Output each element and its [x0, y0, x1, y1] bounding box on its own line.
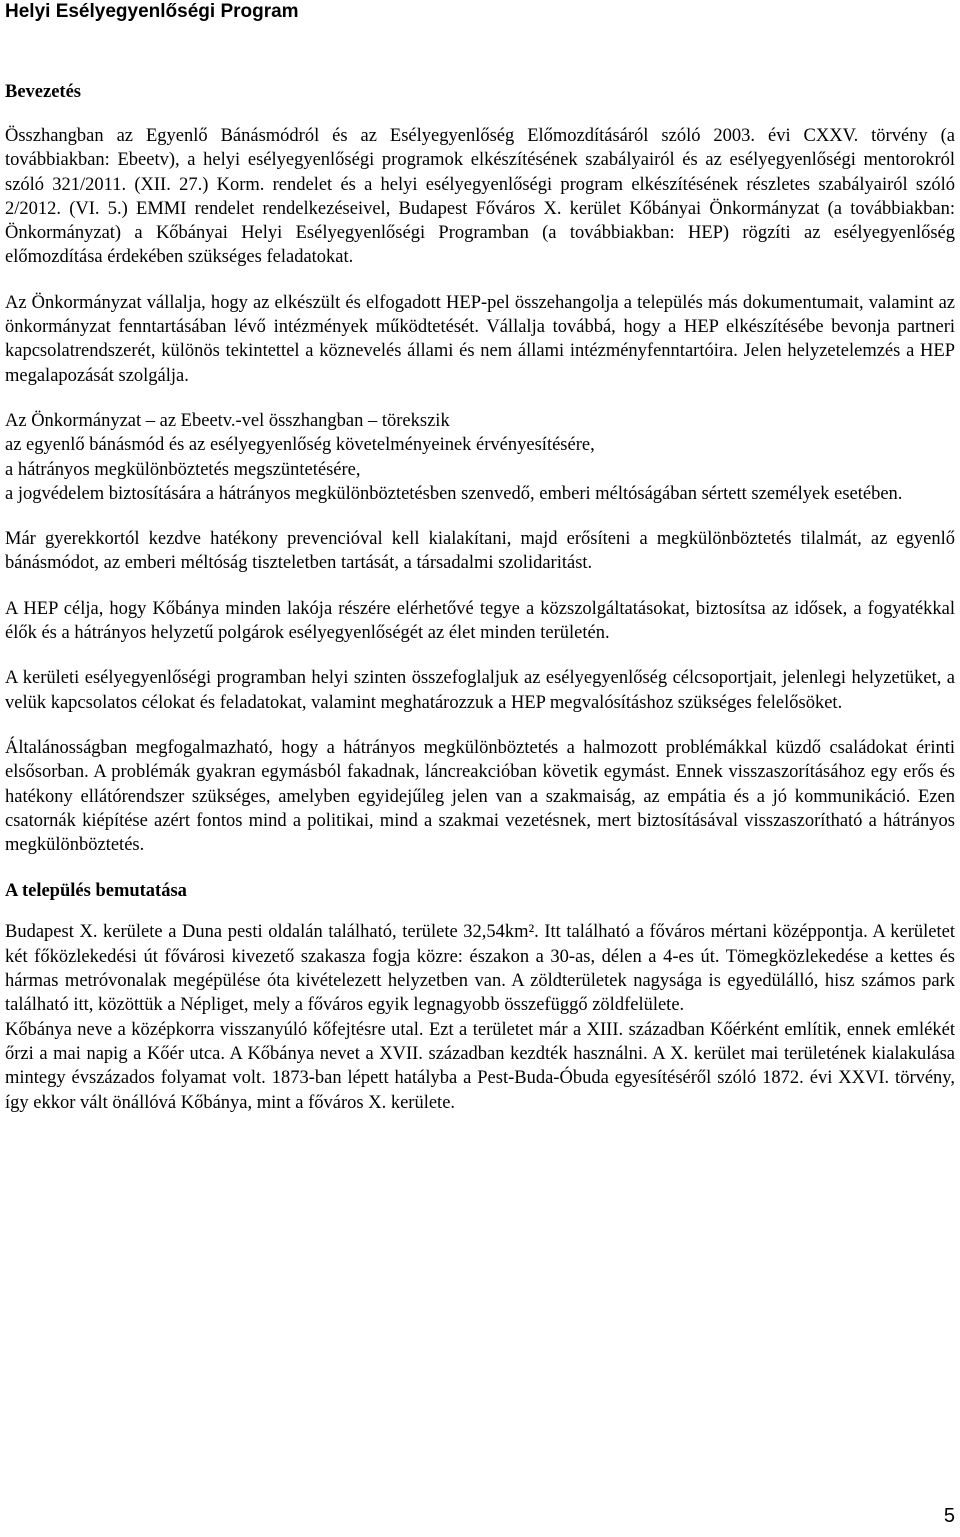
- document-page: [5, 0, 955, 1115]
- intro-paragraph-prevention: Már gyerekkortól kezdve hatékony prevencióval kell kialakítani, majd erősíteni a megkülönböztetés tilalmát, az egyenlő bánásmódot, az emberi méltóság tiszteletben tartását, a társadalmi szolidaritást.: [5, 529, 955, 574]
- intro-paragraph-disadvantage: Általánosságban megfogalmazható, hogy a hátrányos megkülönböztetés a halmozott problémákkal küzdő családokat érinti elsősorban. A problémák gyakran egymásból fakadnak, láncreakcióban követik egymást. Ennek visszaszorításához egy erős és hatékony ellátórendszer szükséges, amelyben egyidejűleg jelen van a szakmaiság, az empátia és a jó kommunikáció. Ezen csatornák kiépítése azért fontos mind a politikai, mind a szakmai vezetésnek, mert biztosításával visszaszorítható a hátrányos megkülönböztetés.: [5, 737, 955, 856]
- section-heading-introduction: Bevezetés: [5, 82, 82, 102]
- commitment-line: a hátrányos megkülönböztetés megszüntetésére,: [5, 459, 361, 480]
- settlement-paragraph-history: Kőbánya neve a középkorra visszanyúló kőfejtésre utal. Ezt a területet már a XIII. században Kőérként említik, ennek emlékét őrzi a mai napig a Kőér utca. A Kőbánya nevet a XVII. században kezdték használni. A X. kerület mai területének kialakulása mintegy évszázados folyamat volt. 1873-ban lépett hatályba a Pest-Buda-Óbuda egyesítéséről szóló 1872. évi XXVI. törvény, így ekkor vált önállóvá Kőbánya, mint a főváros X. kerülete.: [5, 1019, 955, 1113]
- commitment-line: az egyenlő bánásmód és az esélyegyenlőség követelményeinek érvényesítésére,: [5, 435, 595, 456]
- commitment-line: a jogvédelem biztosítására a hátrányos megkülönböztetésben szenvedő, emberi méltóságában sértett személyek esetében.: [5, 483, 903, 504]
- intro-paragraph-target-groups: A kerületi esélyegyenlőségi programban helyi szinten összefoglaljuk az esélyegyenlőség célcsoportjait, jelenlegi helyzetüket, a velük kapcsolatos célokat és feladatokat, valamint meghatározzuk a HEP megvalósításhoz szükséges felelősöket.: [5, 668, 955, 713]
- page-number: 5: [943, 1505, 955, 1527]
- intro-commitment-list: [5, 409, 955, 506]
- commitment-line: Az Önkormányzat – az Ebeetv.-vel összhangban – törekszik: [5, 410, 450, 431]
- intro-paragraph-hep-goal: A HEP célja, hogy Kőbánya minden lakója részére elérhetővé tegye a közszolgáltatásokat, biztosítsa az idősek, a fogyatékkal élők és a hátrányos helyzetű polgárok esélyegyenlőségét az élet minden területén.: [5, 598, 955, 644]
- intro-paragraph-commitment: Az Önkormányzat vállalja, hogy az elkészült és elfogadott HEP-pel összehangolja a település más dokumentumait, valamint az önkormányzat fenntartásában lévő intézmények működtetését. Vállalja továbbá, hogy a HEP elkészítésébe bevonja partneri kapcsolatrendszerét, különös tekintettel a köznevelés állami és nem állami intézményfenntartóira. Jelen helyzetelemzés a HEP megalapozását szolgálja.: [5, 292, 955, 386]
- intro-paragraph-legal-basis: Összhangban az Egyenlő Bánásmódról és az Esélyegyenlőség Előmozdításáról szóló 2003. évi CXXV. törvény (a továbbiakban: Ebeetv), a helyi esélyegyenlőségi programok elkészítésének szabályairól és az esélyegyenlőségi mentorokról szóló 321/2011. (XII. 27.) Korm. rendelet és a helyi esélyegyenlőségi program elkészítésének részletes szabályairól szóló 2/2012. (VI. 5.) EMMI rendelet rendelkezéseivel, Budapest Főváros X. kerület Kőbányai Önkormányzat (a továbbiakban: Önkormányzat) a Kőbányai Helyi Esélyegyenlőségi Programban (a továbbiakban: HEP) rögzíti az esélyegyenlőség előmozdítása érdekében szükséges feladatokat.: [5, 126, 955, 268]
- section-heading-settlement: A település bemutatása: [5, 881, 187, 902]
- settlement-paragraph-geography: Budapest X. kerülete a Duna pesti oldalán található, területe 32,54km². Itt található a főváros mértani középpontja. A kerületet két főközlekedési út fővárosi kivezető szakasza fogja közre: északon a 30-as, délen a 4-es út. Tömegközlekedése a kettes és hármas metróvonalak megépülése óta kivételezett helyzetben van. A zöldterületek nagysága is egyedülálló, hisz számos park található itt, közöttük a Népliget, mely a főváros egyik legnagyobb összefüggő zöldfelülete.: [5, 922, 955, 1016]
- document-title: Helyi Esélyegyenlőségi Program: [5, 1, 299, 22]
